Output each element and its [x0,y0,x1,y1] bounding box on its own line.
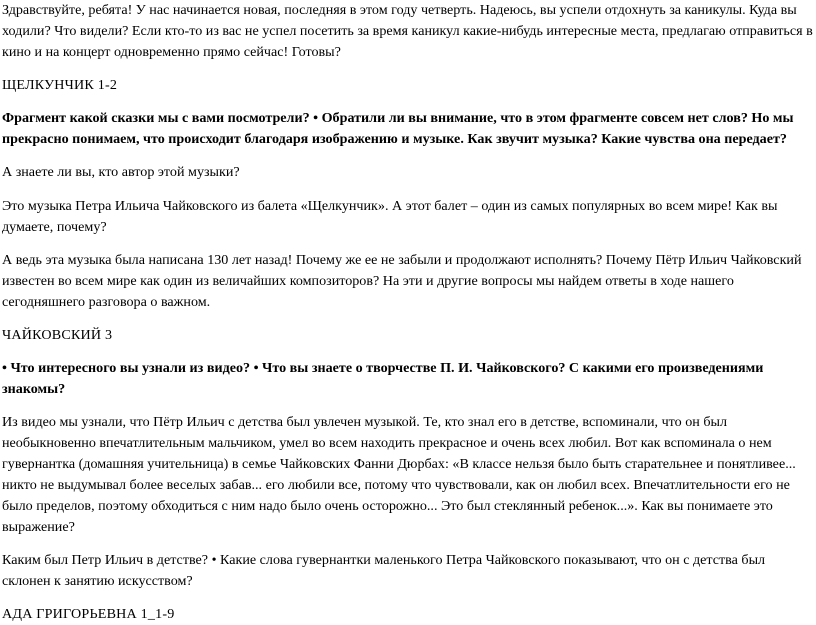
section-heading-ada: АДА ГРИГОРЬЕВНА 1_1-9 [2,606,175,622]
section-heading-nutcracker: ЩЕЛКУНЧИК 1-2 [2,77,118,93]
section-heading-tchaikovsky: ЧАЙКОВСКИЙ 3 [2,327,113,343]
paragraph-childhood: Из видео мы узнали, что Пётр Ильич с детства был увлечен музыкой. Те, кто знал его в детстве, вспоминали, что он был необыкновенно впечатлительным мальчиком, умел во всем находить прекрасное и очень всех любил. Вот как вспоминала о нем гувернантка (домашняя учительница) в семье Чайковских Фанни Дюрбах: «В классе нельзя было быть старательнее и понятливее... никто не выдумывал более веселых забав... его любили все, потому что чувствовали, как он любил всех. Впечатлительности его не было пределов, поэтому обходиться с ним надо было очень осторожно... Это был стеклянный ребенок...». Как вы понимаете это выражение? [2,414,796,535]
intro-paragraph: Здравствуйте, ребята! У нас начинается новая, последняя в этом году четверть. Надеюсь, вы успели отдохнуть за каникулы. Куда вы ходили? Что видели? Если кто-то из вас не успел посетить за время каникул какие-нибудь интересные места, предлагаю отправиться в кино и на концерт одновременно прямо сейчас! Готовы? [2,2,813,60]
question-block-nutcracker: Фрагмент какой сказки мы с вами посмотрели? • Обратили ли вы внимание, что в этом фрагменте совсем нет слов? Но мы прекрасно понимаем, что происходит благодаря изображению и музыке. Как звучит музыка? Какие чувства она передает? [2,110,794,147]
paragraph-childhood-question: Каким был Петр Ильич в детстве? • Какие слова гувернантки маленького Петра Чайковского показывают, что он с детства был склонен к занятию искусством? [2,552,766,589]
paragraph-ballet-info: Это музыка Петра Ильича Чайковского из балета «Щелкунчик». А этот балет – один из самых популярных во всем мире! Как вы думаете, почему? [2,198,778,235]
paragraph-music-history: А ведь эта музыка была написана 130 лет назад! Почему же ее не забыли и продолжают исполнять? Почему Пётр Ильич Чайковский известен во всем мире как один из величайших композиторов? На эти и другие вопросы мы найдем ответы в ходе нашего сегодняшнего разговора о важном. [2,252,802,310]
paragraph-author-question: А знаете ли вы, кто автор этой музыки? [2,164,240,180]
question-block-tchaikovsky: • Что интересного вы узнали из видео? • Что вы знаете о творчестве П. И. Чайковского? С какими его произведениями знакомы? [2,360,764,397]
